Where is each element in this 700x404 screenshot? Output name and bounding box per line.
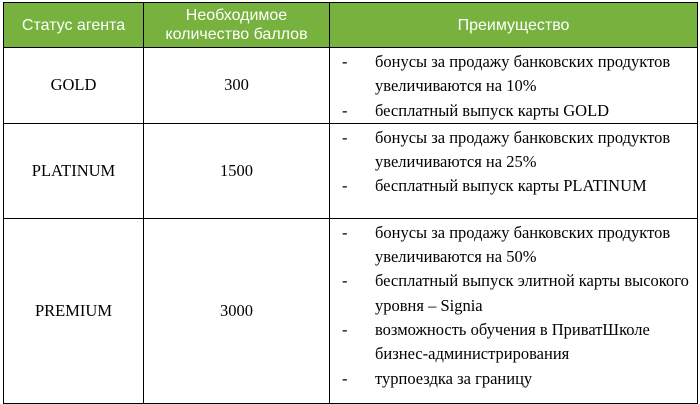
benefits-cell [330,218,698,403]
status-cell: PREMIUM [4,218,144,403]
list-item [342,318,691,367]
bullet-dash: - [342,368,348,388]
benefit-text: возможность обучения в ПриватШколе бизнес-администрирования [375,320,650,364]
table-row [4,48,698,124]
benefit-text: бесплатный выпуск карты PLATINUM [375,176,647,196]
points-cell: 3000 [144,218,330,403]
benefits-list [342,221,691,391]
bullet-dash: - [342,176,348,196]
list-item [342,269,691,318]
list-item [342,367,691,391]
benefits-cell [330,123,698,218]
benefits-cell [330,48,698,124]
table-row [4,218,698,403]
status-cell: GOLD [4,48,144,124]
table-row [4,123,698,218]
list-item [342,99,691,123]
benefit-text: бесплатный выпуск элитной карты высокого уровня – Signia [375,271,689,315]
bullet-dash: - [342,100,348,120]
points-cell: 1500 [144,123,330,218]
bullet-dash: - [342,320,348,340]
benefit-text: бесплатный выпуск карты GOLD [375,100,610,120]
list-item [342,126,691,175]
status-cell: PLATINUM [4,123,144,218]
header-status: Статус агента [4,3,144,48]
list-item [342,174,691,198]
bullet-dash: - [342,222,348,242]
list-item [342,221,691,270]
header-points: Необходимое количество баллов [144,3,330,48]
benefit-text: бонусы за продажу банковских продуктов увеличиваются на 25% [375,127,671,172]
header-row [4,3,698,48]
benefit-text: турпоездка за границу [375,368,533,388]
bullet-dash: - [342,271,348,291]
list-item [342,50,691,99]
header-benefits: Преимущество [330,3,698,48]
agent-status-table [3,2,698,404]
bullet-dash: - [342,127,348,147]
table-container [3,2,698,404]
bullet-dash: - [342,52,348,71]
benefit-text: бонусы за продажу банковских продуктов увеличиваются на 10% [375,52,671,96]
benefits-list [342,50,691,123]
benefits-list [342,126,691,199]
points-cell: 300 [144,48,330,124]
benefit-text: бонусы за продажу банковских продуктов увеличиваются на 50% [375,222,671,267]
